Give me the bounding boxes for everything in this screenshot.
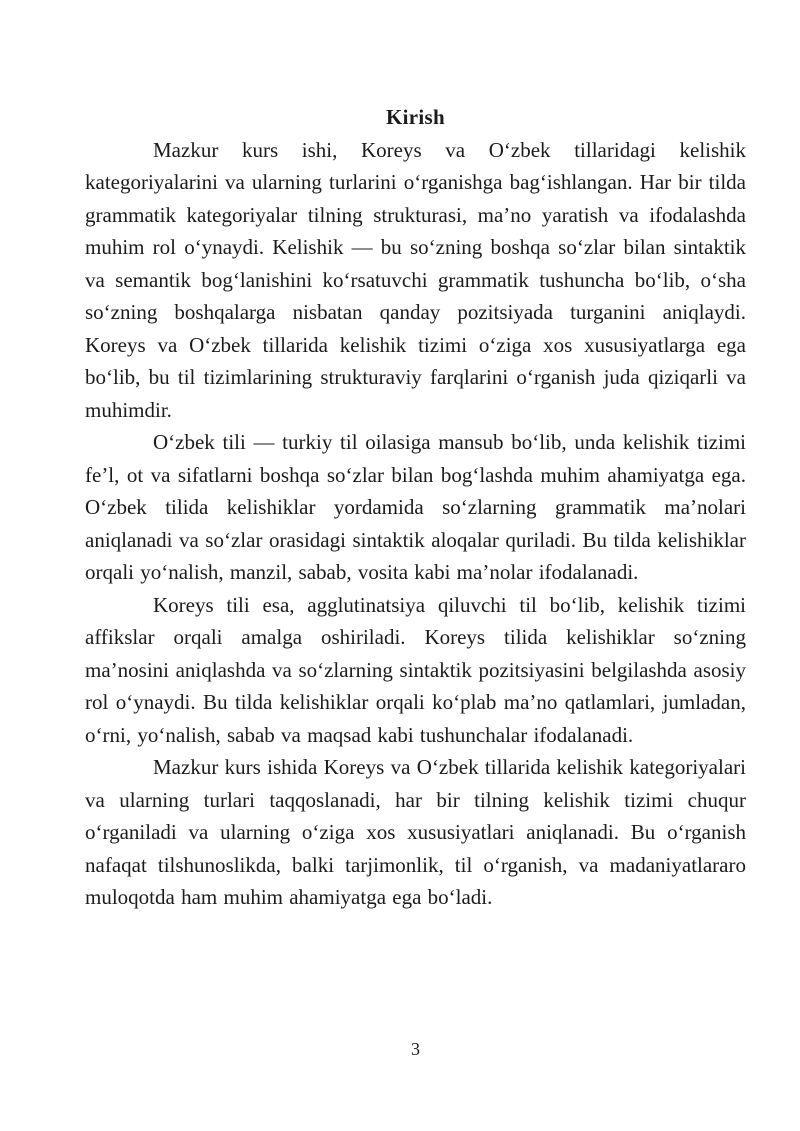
paragraph-korean-language: Koreys tili esa, agglutinatsiya qiluvchi til boʻlib, kelishik tizimi affikslar orqali amalga oshiriladi. Koreys tilida kelishiklar soʻzning maʼnosini aniqlashda va soʻzlarning sintaktik pozitsiyasini belgilashda asosiy rol oʻynaydi. Bu tilda kelishiklar orqali koʻplab maʼno qatlamlari, jumladan, oʻrni, yoʻnalish, sabab va maqsad kabi tushunchalar ifodalanadi. — [85, 592, 746, 747]
document-content — [85, 101, 746, 914]
page-number: 3 — [411, 1039, 420, 1059]
paragraph-comparison-goal: Mazkur kurs ishida Koreys va Oʻzbek tillarida kelishik kategoriyalari va ularning turlari taqqoslanadi, har bir tilning kelishik tizimi chuqur oʻrganiladi va ularning oʻziga xos xususiyatlari aniqlanadi. Bu oʻrganish nafaqat tilshunoslikda, balki tarjimonlik, til oʻrganish, va madaniyatlararo muloqotda ham muhim ahamiyatga ega boʻladi. — [85, 755, 746, 909]
paragraph-uzbek-language: Oʻzbek tili — turkiy til oilasiga mansub boʻlib, unda kelishik tizimi feʼl, ot va sifatlarni boshqa soʻzlar bilan bogʻlashda muhim ahamiyatga ega. Oʻzbek tilida kelishiklar yordamida soʻzlarning grammatik maʼnolari aniqlanadi va soʻzlar orasidagi sintaktik aloqalar quriladi. Bu tilda kelishiklar orqali yoʻnalish, manzil, sabab, vosita kabi maʼnolar ifodalanadi. — [85, 430, 746, 584]
section-title: Kirish — [386, 105, 445, 129]
paragraph-intro-topic: Mazkur kurs ishi, Koreys va Oʻzbek tillaridagi kelishik kategoriyalarini va ularning turlarini oʻrganishga bagʻishlangan. Har bir tilda grammatik kategoriyalar tilning strukturasi, maʼno yaratish va ifodalashda muhim rol oʻynaydi. Kelishik — bu soʻzning boshqa soʻzlar bilan sintaktik va semantik bogʻlanishini koʻrsatuvchi grammatik tushuncha boʻlib, oʻsha soʻzning boshqalarga nisbatan qanday pozitsiyada turganini aniqlaydi. Koreys va Oʻzbek tillarida kelishik tizimi oʻziga xos xususiyatlarga ega boʻlib, bu til tizimlarining strukturaviy farqlarini oʻrganish juda qiziqarli va muhimdir. — [85, 137, 746, 422]
